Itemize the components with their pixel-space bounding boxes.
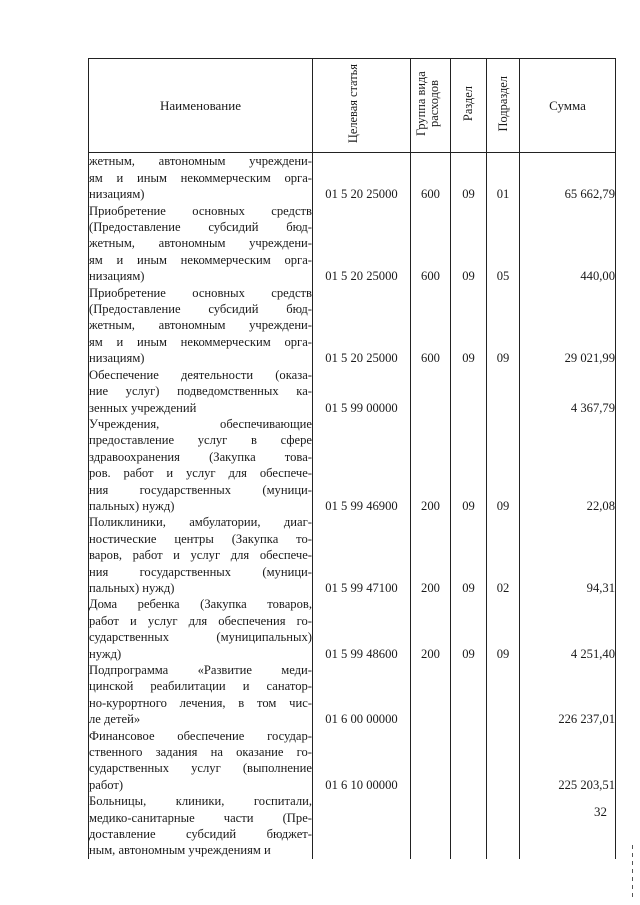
page-number: 32	[594, 804, 607, 819]
row-name-line: Приобретение основных средств	[89, 285, 312, 300]
row-name-line: ния государственных (муници-	[89, 564, 312, 579]
row-name	[89, 367, 313, 416]
row-name-line: работ)	[89, 777, 124, 792]
header-sum: Сумма	[520, 59, 616, 153]
row-name-line: низациям)	[89, 269, 145, 284]
row-name-line: Подпрограмма «Развитие меди-	[89, 663, 312, 677]
row-section: 09	[451, 596, 487, 662]
row-name	[89, 728, 313, 794]
row-name-line: варов, работ и услуг для обеспече-	[89, 548, 312, 563]
row-name-line: но-курортного лечения, в том чис-	[89, 695, 312, 710]
row-name-line: Финансовое обеспечение государ-	[89, 728, 312, 743]
row-target-article: 01 6 10 00000	[313, 728, 411, 794]
row-sum: 226 237,01	[520, 662, 616, 728]
row-name-line: Учреждения, обеспечивающие	[89, 416, 312, 431]
row-name-line: (Предоставление субсидий бюд-	[89, 302, 312, 317]
row-expense-group	[411, 728, 451, 794]
row-name-line: низациям)	[89, 351, 145, 366]
row-name-line: ям и иным некоммерческим орга-	[89, 252, 312, 267]
table-body	[89, 153, 616, 859]
row-name	[89, 793, 313, 859]
row-name-line: ние услуг) подведомственных ка-	[89, 384, 312, 399]
table-row	[89, 367, 616, 416]
scan-edge-mark	[632, 845, 633, 900]
table-row	[89, 514, 616, 596]
row-name-line: ров. работ и услуг для обеспече-	[89, 466, 312, 481]
row-subsection	[487, 367, 520, 416]
row-subsection: 09	[487, 416, 520, 514]
row-expense-group: 200	[411, 596, 451, 662]
table-row	[89, 793, 616, 859]
row-subsection: 01	[487, 153, 520, 203]
row-name-line: жетным, автономным учреждени-	[89, 154, 312, 169]
row-name-line: медико-санитарные части (Пре-	[89, 810, 312, 825]
row-section: 09	[451, 416, 487, 514]
budget-table	[88, 58, 616, 859]
row-name-line: ственного задания на оказание го-	[89, 745, 312, 760]
row-section	[451, 728, 487, 794]
table-row	[89, 662, 616, 728]
table-row	[89, 285, 616, 367]
row-name-line: предоставление услуг в сфере	[89, 433, 312, 448]
row-name-line: Больницы, клиники, госпитали,	[89, 794, 312, 809]
header-expense-group: Группа вида расходов	[411, 59, 451, 153]
header-target-article: Целевая статья	[313, 59, 411, 153]
row-name	[89, 203, 313, 285]
row-target-article: 01 5 20 25000	[313, 153, 411, 203]
row-name	[89, 514, 313, 596]
row-expense-group	[411, 662, 451, 728]
row-expense-group	[411, 793, 451, 859]
row-subsection: 02	[487, 514, 520, 596]
row-expense-group: 200	[411, 514, 451, 596]
header-section: Раздел	[451, 59, 487, 153]
row-section	[451, 367, 487, 416]
row-sum: 440,00	[520, 203, 616, 285]
row-target-article: 01 5 99 46900	[313, 416, 411, 514]
row-name-line: Поликлиники, амбулатории, диаг-	[89, 515, 312, 530]
table-row	[89, 153, 616, 203]
row-expense-group: 600	[411, 203, 451, 285]
table-row	[89, 416, 616, 514]
row-name-line: (Предоставление субсидий бюд-	[89, 220, 312, 235]
row-target-article	[313, 793, 411, 859]
row-name	[89, 596, 313, 662]
row-name-line: нужд)	[89, 646, 122, 661]
row-name-line: доставление субсидий бюджет-	[89, 827, 312, 842]
row-name-line: ям и иным некоммерческим орга-	[89, 170, 312, 185]
row-subsection	[487, 728, 520, 794]
row-name-line: Дома ребенка (Закупка товаров,	[89, 597, 312, 612]
row-name-line: ле детей»	[89, 712, 141, 727]
row-name	[89, 153, 313, 203]
row-name-line: пальных) нужд)	[89, 580, 175, 595]
row-target-article: 01 5 20 25000	[313, 203, 411, 285]
row-section: 09	[451, 203, 487, 285]
row-name	[89, 416, 313, 514]
row-sum: 4 367,79	[520, 367, 616, 416]
row-target-article: 01 5 99 00000	[313, 367, 411, 416]
row-name-line: цинской реабилитации и санатор-	[89, 679, 312, 694]
row-subsection: 09	[487, 596, 520, 662]
row-subsection	[487, 662, 520, 728]
row-name-line: ния государственных (муници-	[89, 482, 312, 497]
row-subsection: 05	[487, 203, 520, 285]
row-section	[451, 793, 487, 859]
row-name-line: сударственных услуг (выполнение	[89, 761, 312, 776]
row-expense-group: 200	[411, 416, 451, 514]
row-name-line: Приобретение основных средств	[89, 203, 312, 218]
table-row	[89, 596, 616, 662]
row-target-article: 01 5 20 25000	[313, 285, 411, 367]
table-header-row	[89, 59, 616, 153]
row-section	[451, 662, 487, 728]
row-expense-group: 600	[411, 153, 451, 203]
row-name-line: низациям)	[89, 187, 145, 202]
row-name-line: Обеспечение деятельности (оказа-	[89, 367, 312, 382]
row-expense-group: 600	[411, 285, 451, 367]
row-name-line: здравоохранения (Закупка това-	[89, 449, 312, 464]
row-target-article: 01 6 00 00000	[313, 662, 411, 728]
header-subsection: Подраздел	[487, 59, 520, 153]
row-section: 09	[451, 514, 487, 596]
table-row	[89, 728, 616, 794]
row-sum: 225 203,51	[520, 728, 616, 794]
row-sum: 94,31	[520, 514, 616, 596]
row-name-line: работ и услуг для обеспечения го-	[89, 613, 312, 628]
header-name: Наименование	[89, 59, 313, 153]
row-sum: 29 021,99	[520, 285, 616, 367]
row-name-line: пальных) нужд)	[89, 498, 175, 513]
row-name-line: ным, автономным учреждениям и	[89, 843, 271, 858]
row-subsection	[487, 793, 520, 859]
row-section: 09	[451, 285, 487, 367]
row-name-line: жетным, автономным учреждени-	[89, 318, 312, 333]
row-name-line: жетным, автономным учреждени-	[89, 236, 312, 251]
row-sum: 4 251,40	[520, 596, 616, 662]
row-sum: 65 662,79	[520, 153, 616, 203]
row-name-line: зенных учреждений	[89, 400, 197, 415]
row-target-article: 01 5 99 48600	[313, 596, 411, 662]
row-name-line: ностические центры (Закупка то-	[89, 531, 312, 546]
row-name	[89, 662, 313, 728]
row-subsection: 09	[487, 285, 520, 367]
row-target-article: 01 5 99 47100	[313, 514, 411, 596]
row-name	[89, 285, 313, 367]
row-name-line: ям и иным некоммерческим орга-	[89, 334, 312, 349]
row-section: 09	[451, 153, 487, 203]
row-sum: 22,08	[520, 416, 616, 514]
row-name-line: сударственных (муниципальных)	[89, 630, 312, 645]
table-row	[89, 203, 616, 285]
row-expense-group	[411, 367, 451, 416]
